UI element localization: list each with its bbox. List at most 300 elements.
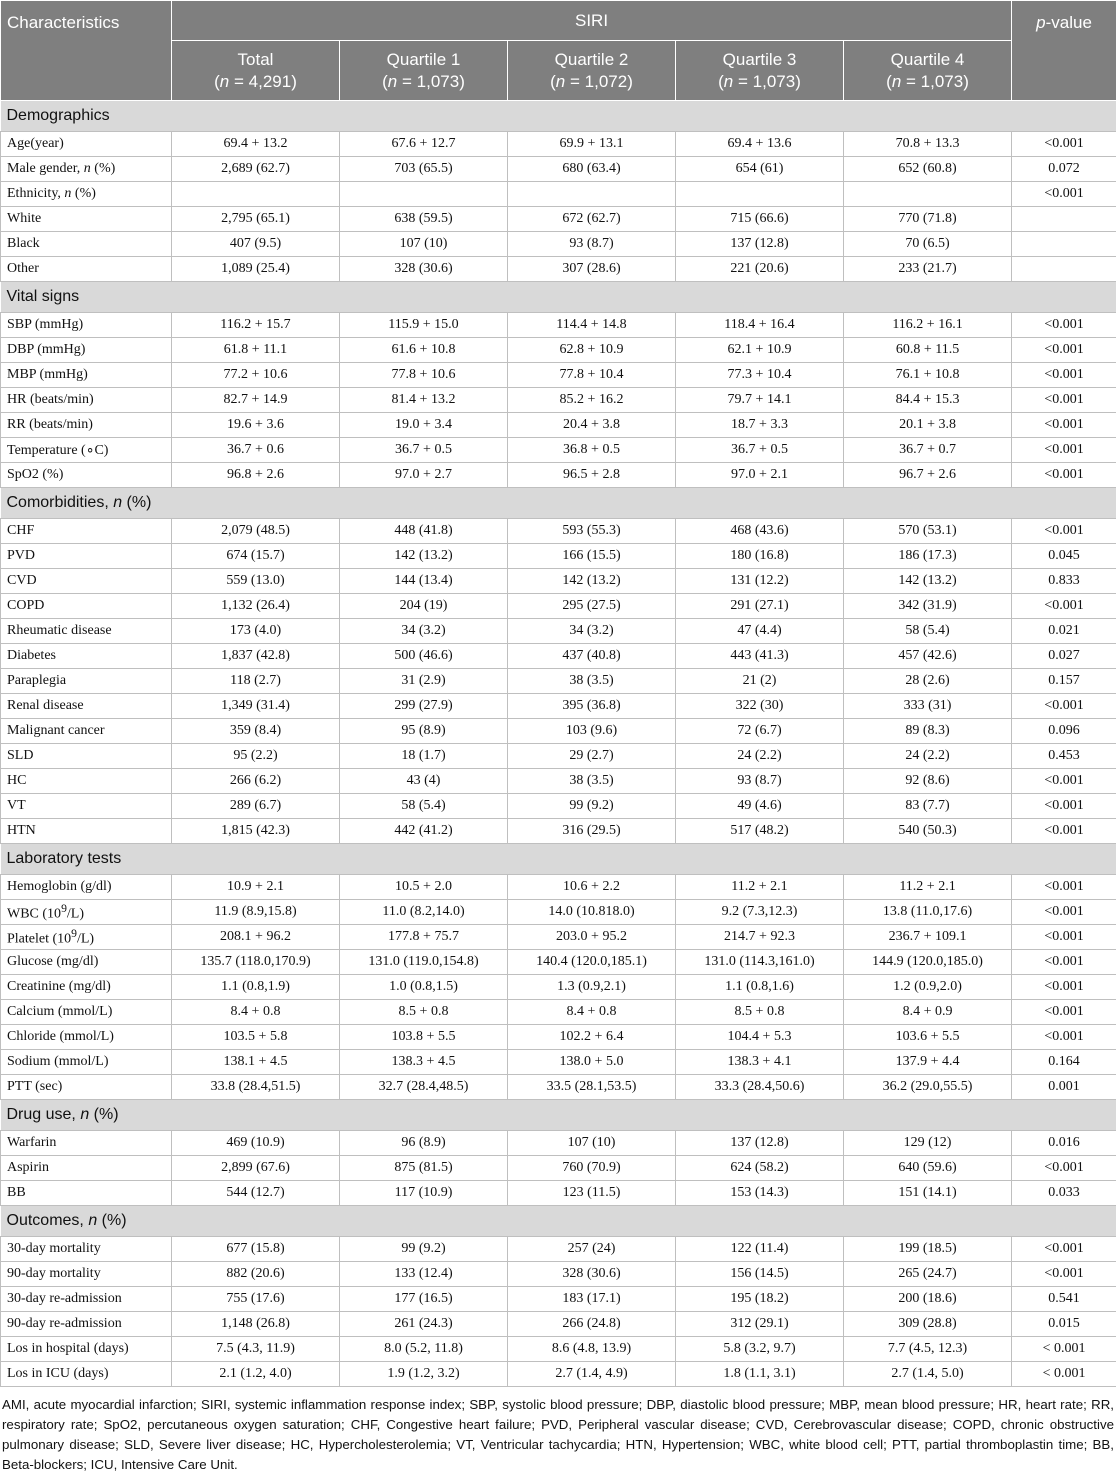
row-label bbox=[1, 413, 172, 438]
value-cell: 137 (12.8) bbox=[676, 232, 844, 257]
value-cell bbox=[172, 182, 340, 207]
value-cell: 70.8 + 13.3 bbox=[844, 132, 1012, 157]
row-label-text: 30-day mortality bbox=[7, 1241, 101, 1256]
value-cell: 624 (58.2) bbox=[676, 1156, 844, 1181]
row-label-text: Age(year) bbox=[7, 136, 64, 151]
row-label bbox=[1, 207, 172, 232]
row-label-text: Calcium (mmol/L) bbox=[7, 1004, 112, 1019]
value-cell: 291 (27.1) bbox=[676, 594, 844, 619]
table-row bbox=[1, 744, 1116, 769]
value-cell: 99 (9.2) bbox=[340, 1237, 508, 1262]
table-row bbox=[1, 413, 1116, 438]
value-cell: 2.1 (1.2, 4.0) bbox=[172, 1362, 340, 1387]
value-cell: 8.5 + 0.8 bbox=[676, 1000, 844, 1025]
value-cell: 261 (24.3) bbox=[340, 1312, 508, 1337]
value-cell: 140.4 (120.0,185.1) bbox=[508, 950, 676, 975]
value-cell: 2,899 (67.6) bbox=[172, 1156, 340, 1181]
header-column-4 bbox=[844, 41, 1012, 101]
row-label-text: Other bbox=[7, 261, 39, 276]
value-cell: 443 (41.3) bbox=[676, 644, 844, 669]
header-column-2 bbox=[508, 41, 676, 101]
header-column-name: Quartile 3 bbox=[677, 49, 842, 71]
table-row bbox=[1, 544, 1116, 569]
table-row bbox=[1, 1156, 1116, 1181]
value-cell: 116.2 + 15.7 bbox=[172, 313, 340, 338]
table-row bbox=[1, 182, 1116, 207]
table-row bbox=[1, 1287, 1116, 1312]
value-cell: 9.2 (7.3,12.3) bbox=[676, 900, 844, 925]
value-cell: 92 (8.6) bbox=[844, 769, 1012, 794]
p-value-cell: <0.001 bbox=[1012, 313, 1116, 338]
p-value-cell: <0.001 bbox=[1012, 1156, 1116, 1181]
value-cell: 322 (30) bbox=[676, 694, 844, 719]
value-cell: 76.1 + 10.8 bbox=[844, 363, 1012, 388]
row-label bbox=[1, 1181, 172, 1206]
row-label-superscript: 9 bbox=[71, 927, 77, 940]
section-title-text: Laboratory tests bbox=[7, 850, 122, 867]
section-title bbox=[1, 844, 1116, 875]
value-cell: 233 (21.7) bbox=[844, 257, 1012, 282]
value-cell: 1.2 (0.9,2.0) bbox=[844, 975, 1012, 1000]
value-cell: 437 (40.8) bbox=[508, 644, 676, 669]
p-value-cell: <0.001 bbox=[1012, 1000, 1116, 1025]
table-row bbox=[1, 1075, 1116, 1100]
value-cell: 36.7 + 0.6 bbox=[172, 438, 340, 463]
value-cell: 102.2 + 6.4 bbox=[508, 1025, 676, 1050]
header-column-n-value: 1,073 bbox=[417, 72, 460, 91]
value-cell: 131.0 (114.3,161.0) bbox=[676, 950, 844, 975]
table-row bbox=[1, 1237, 1116, 1262]
value-cell: 289 (6.7) bbox=[172, 794, 340, 819]
row-label bbox=[1, 694, 172, 719]
value-cell: 760 (70.9) bbox=[508, 1156, 676, 1181]
row-label bbox=[1, 1337, 172, 1362]
row-label-text: Ethnicity, bbox=[7, 186, 64, 201]
p-value-cell: <0.001 bbox=[1012, 519, 1116, 544]
row-label-text: CHF bbox=[7, 523, 34, 538]
table-row bbox=[1, 257, 1116, 282]
table-body bbox=[1, 101, 1116, 1387]
row-label bbox=[1, 744, 172, 769]
row-label bbox=[1, 388, 172, 413]
p-value-cell: <0.001 bbox=[1012, 388, 1116, 413]
value-cell: 13.8 (11.0,17.6) bbox=[844, 900, 1012, 925]
p-value-cell: <0.001 bbox=[1012, 900, 1116, 925]
row-label-italic: n bbox=[64, 186, 71, 201]
value-cell bbox=[340, 182, 508, 207]
value-cell: 10.5 + 2.0 bbox=[340, 875, 508, 900]
value-cell: 77.8 + 10.4 bbox=[508, 363, 676, 388]
header-characteristics: Characteristics bbox=[1, 1, 172, 101]
row-label bbox=[1, 1156, 172, 1181]
value-cell: 34 (3.2) bbox=[508, 619, 676, 644]
p-value-cell bbox=[1012, 207, 1116, 232]
value-cell: 2.7 (1.4, 4.9) bbox=[508, 1362, 676, 1387]
row-label bbox=[1, 182, 172, 207]
value-cell: 7.5 (4.3, 11.9) bbox=[172, 1337, 340, 1362]
row-label-suffix: (%) bbox=[91, 161, 116, 176]
row-label bbox=[1, 519, 172, 544]
section-title-text: Drug use, bbox=[7, 1106, 81, 1123]
value-cell: 138.3 + 4.5 bbox=[340, 1050, 508, 1075]
table-row bbox=[1, 157, 1116, 182]
value-cell: 770 (71.8) bbox=[844, 207, 1012, 232]
value-cell: 116.2 + 16.1 bbox=[844, 313, 1012, 338]
value-cell: 104.4 + 5.3 bbox=[676, 1025, 844, 1050]
value-cell: 715 (66.6) bbox=[676, 207, 844, 232]
value-cell: 652 (60.8) bbox=[844, 157, 1012, 182]
row-label-text: Renal disease bbox=[7, 698, 84, 713]
p-value-cell bbox=[1012, 257, 1116, 282]
header-column-n: (n = 1,073) bbox=[341, 71, 506, 93]
p-value-cell: <0.001 bbox=[1012, 975, 1116, 1000]
p-value-cell: < 0.001 bbox=[1012, 1362, 1116, 1387]
value-cell: 107 (10) bbox=[508, 1131, 676, 1156]
row-label bbox=[1, 1312, 172, 1337]
row-label-text: Rheumatic disease bbox=[7, 623, 112, 638]
p-value-cell: <0.001 bbox=[1012, 182, 1116, 207]
value-cell: 96.7 + 2.6 bbox=[844, 463, 1012, 488]
value-cell: 882 (20.6) bbox=[172, 1262, 340, 1287]
value-cell: 1.3 (0.9,2.1) bbox=[508, 975, 676, 1000]
row-label-text: HTN bbox=[7, 823, 36, 838]
row-label-text: Glucose (mg/dl) bbox=[7, 954, 98, 969]
value-cell: 442 (41.2) bbox=[340, 819, 508, 844]
value-cell: 153 (14.3) bbox=[676, 1181, 844, 1206]
value-cell: 97.0 + 2.1 bbox=[676, 463, 844, 488]
table-row bbox=[1, 819, 1116, 844]
table-row bbox=[1, 1181, 1116, 1206]
value-cell: 144.9 (120.0,185.0) bbox=[844, 950, 1012, 975]
row-label-text: Male gender, bbox=[7, 161, 84, 176]
table-header bbox=[1, 1, 1116, 101]
p-value-cell: <0.001 bbox=[1012, 1237, 1116, 1262]
row-label bbox=[1, 132, 172, 157]
table-row bbox=[1, 438, 1116, 463]
row-label-text: Malignant cancer bbox=[7, 723, 105, 738]
p-value-cell: <0.001 bbox=[1012, 875, 1116, 900]
row-label-text: 30-day re-admission bbox=[7, 1291, 122, 1306]
header-column-name: Quartile 2 bbox=[509, 49, 674, 71]
value-cell bbox=[676, 182, 844, 207]
header-p-value-italic: p bbox=[1036, 13, 1045, 32]
section-title-suffix: (%) bbox=[89, 1106, 118, 1123]
value-cell: 151 (14.1) bbox=[844, 1181, 1012, 1206]
value-cell: 36.7 + 0.5 bbox=[340, 438, 508, 463]
value-cell: 97.0 + 2.7 bbox=[340, 463, 508, 488]
header-column-3 bbox=[676, 41, 844, 101]
value-cell: 118 (2.7) bbox=[172, 669, 340, 694]
value-cell: 96.8 + 2.6 bbox=[172, 463, 340, 488]
value-cell: 183 (17.1) bbox=[508, 1287, 676, 1312]
value-cell: 137 (12.8) bbox=[676, 1131, 844, 1156]
value-cell: 7.7 (4.5, 12.3) bbox=[844, 1337, 1012, 1362]
value-cell: 203.0 + 95.2 bbox=[508, 925, 676, 950]
value-cell: 138.0 + 5.0 bbox=[508, 1050, 676, 1075]
table-row bbox=[1, 594, 1116, 619]
value-cell: 395 (36.8) bbox=[508, 694, 676, 719]
value-cell: 703 (65.5) bbox=[340, 157, 508, 182]
section-header-row bbox=[1, 282, 1116, 313]
value-cell: 1.1 (0.8,1.6) bbox=[676, 975, 844, 1000]
value-cell: 407 (9.5) bbox=[172, 232, 340, 257]
p-value-cell bbox=[1012, 232, 1116, 257]
value-cell: 96 (8.9) bbox=[340, 1131, 508, 1156]
row-label-text: Los in hospital (days) bbox=[7, 1341, 129, 1356]
p-value-cell: <0.001 bbox=[1012, 694, 1116, 719]
value-cell: 28 (2.6) bbox=[844, 669, 1012, 694]
value-cell: 133 (12.4) bbox=[340, 1262, 508, 1287]
table-row bbox=[1, 794, 1116, 819]
row-label-text: COPD bbox=[7, 598, 44, 613]
value-cell: 142 (13.2) bbox=[844, 569, 1012, 594]
row-label-text: White bbox=[7, 211, 41, 226]
value-cell: 82.7 + 14.9 bbox=[172, 388, 340, 413]
row-label-text: Diabetes bbox=[7, 648, 56, 663]
value-cell: 236.7 + 109.1 bbox=[844, 925, 1012, 950]
p-value-cell: <0.001 bbox=[1012, 132, 1116, 157]
value-cell: 14.0 (10.818.0) bbox=[508, 900, 676, 925]
value-cell: 2,795 (65.1) bbox=[172, 207, 340, 232]
value-cell: 60.8 + 11.5 bbox=[844, 338, 1012, 363]
value-cell: 103.6 + 5.5 bbox=[844, 1025, 1012, 1050]
value-cell: 307 (28.6) bbox=[508, 257, 676, 282]
value-cell: 70 (6.5) bbox=[844, 232, 1012, 257]
value-cell: 640 (59.6) bbox=[844, 1156, 1012, 1181]
value-cell: 115.9 + 15.0 bbox=[340, 313, 508, 338]
value-cell: 118.4 + 16.4 bbox=[676, 313, 844, 338]
n-symbol: n bbox=[388, 72, 397, 91]
row-label bbox=[1, 1000, 172, 1025]
value-cell: 69.4 + 13.2 bbox=[172, 132, 340, 157]
row-label bbox=[1, 819, 172, 844]
value-cell: 755 (17.6) bbox=[172, 1287, 340, 1312]
table-row bbox=[1, 875, 1116, 900]
row-label bbox=[1, 875, 172, 900]
value-cell: 81.4 + 13.2 bbox=[340, 388, 508, 413]
value-cell: 18 (1.7) bbox=[340, 744, 508, 769]
p-value-cell: 0.016 bbox=[1012, 1131, 1116, 1156]
row-label bbox=[1, 338, 172, 363]
value-cell: 142 (13.2) bbox=[508, 569, 676, 594]
value-cell: 72 (6.7) bbox=[676, 719, 844, 744]
row-label-suffix: /L) bbox=[67, 906, 84, 921]
table-row bbox=[1, 463, 1116, 488]
value-cell: 177 (16.5) bbox=[340, 1287, 508, 1312]
value-cell: 195 (18.2) bbox=[676, 1287, 844, 1312]
value-cell: 138.1 + 4.5 bbox=[172, 1050, 340, 1075]
p-value-cell: 0.164 bbox=[1012, 1050, 1116, 1075]
header-column-n-value: 4,291 bbox=[249, 72, 292, 91]
value-cell: 200 (18.6) bbox=[844, 1287, 1012, 1312]
section-header-row bbox=[1, 1100, 1116, 1131]
section-header-row bbox=[1, 1206, 1116, 1237]
table-row bbox=[1, 1262, 1116, 1287]
header-column-n: (n = 1,072) bbox=[509, 71, 674, 93]
row-label-text: Chloride (mmol/L) bbox=[7, 1029, 114, 1044]
table-row bbox=[1, 388, 1116, 413]
row-label bbox=[1, 1131, 172, 1156]
value-cell: 2,689 (62.7) bbox=[172, 157, 340, 182]
value-cell: 49 (4.6) bbox=[676, 794, 844, 819]
p-value-cell: 0.033 bbox=[1012, 1181, 1116, 1206]
value-cell bbox=[508, 182, 676, 207]
row-label-text: 90-day re-admission bbox=[7, 1316, 122, 1331]
row-label-text: WBC (10 bbox=[7, 906, 61, 921]
value-cell: 1,089 (25.4) bbox=[172, 257, 340, 282]
value-cell: 34 (3.2) bbox=[340, 619, 508, 644]
row-label bbox=[1, 1075, 172, 1100]
value-cell: 99 (9.2) bbox=[508, 794, 676, 819]
table-row bbox=[1, 1025, 1116, 1050]
value-cell: 62.8 + 10.9 bbox=[508, 338, 676, 363]
value-cell: 62.1 + 10.9 bbox=[676, 338, 844, 363]
p-value-cell: <0.001 bbox=[1012, 819, 1116, 844]
p-value-cell: <0.001 bbox=[1012, 438, 1116, 463]
value-cell: 10.6 + 2.2 bbox=[508, 875, 676, 900]
table-row bbox=[1, 669, 1116, 694]
table-row bbox=[1, 207, 1116, 232]
value-cell: 19.6 + 3.6 bbox=[172, 413, 340, 438]
value-cell: 21 (2) bbox=[676, 669, 844, 694]
value-cell: 114.4 + 14.8 bbox=[508, 313, 676, 338]
value-cell: 33.5 (28.1,53.5) bbox=[508, 1075, 676, 1100]
p-value-cell: <0.001 bbox=[1012, 950, 1116, 975]
table-row bbox=[1, 1131, 1116, 1156]
value-cell: 654 (61) bbox=[676, 157, 844, 182]
value-cell: 135.7 (118.0,170.9) bbox=[172, 950, 340, 975]
value-cell: 1,837 (42.8) bbox=[172, 644, 340, 669]
row-label-text: SBP (mmHg) bbox=[7, 317, 83, 332]
value-cell: 85.2 + 16.2 bbox=[508, 388, 676, 413]
section-title bbox=[1, 488, 1116, 519]
value-cell: 47 (4.4) bbox=[676, 619, 844, 644]
value-cell: 8.0 (5.2, 11.8) bbox=[340, 1337, 508, 1362]
value-cell: 674 (15.7) bbox=[172, 544, 340, 569]
value-cell: 500 (46.6) bbox=[340, 644, 508, 669]
row-label-text: DBP (mmHg) bbox=[7, 342, 85, 357]
header-siri-group: SIRI bbox=[172, 1, 1012, 41]
value-cell: 1,349 (31.4) bbox=[172, 694, 340, 719]
table-row bbox=[1, 619, 1116, 644]
value-cell: 593 (55.3) bbox=[508, 519, 676, 544]
header-column-n-value: 1,073 bbox=[753, 72, 796, 91]
value-cell: 11.2 + 2.1 bbox=[844, 875, 1012, 900]
value-cell: 199 (18.5) bbox=[844, 1237, 1012, 1262]
value-cell: 173 (4.0) bbox=[172, 619, 340, 644]
table-row bbox=[1, 900, 1116, 925]
row-label-text: BB bbox=[7, 1185, 26, 1200]
p-value-cell: <0.001 bbox=[1012, 338, 1116, 363]
table-row bbox=[1, 1337, 1116, 1362]
header-column-0 bbox=[172, 41, 340, 101]
row-label-text: Sodium (mmol/L) bbox=[7, 1054, 109, 1069]
value-cell: 333 (31) bbox=[844, 694, 1012, 719]
row-label bbox=[1, 769, 172, 794]
value-cell: 107 (10) bbox=[340, 232, 508, 257]
row-label bbox=[1, 257, 172, 282]
header-column-n: (n = 1,073) bbox=[845, 71, 1010, 93]
value-cell: 312 (29.1) bbox=[676, 1312, 844, 1337]
section-title bbox=[1, 282, 1116, 313]
value-cell: 257 (24) bbox=[508, 1237, 676, 1262]
p-value-cell: 0.833 bbox=[1012, 569, 1116, 594]
header-column-n-value: 1,072 bbox=[585, 72, 628, 91]
value-cell: 96.5 + 2.8 bbox=[508, 463, 676, 488]
value-cell: 84.4 + 15.3 bbox=[844, 388, 1012, 413]
row-label bbox=[1, 569, 172, 594]
value-cell: 32.7 (28.4,48.5) bbox=[340, 1075, 508, 1100]
row-label-text: Paraplegia bbox=[7, 673, 66, 688]
table-row bbox=[1, 1362, 1116, 1387]
row-label-text: VT bbox=[7, 798, 26, 813]
section-title-suffix: (%) bbox=[122, 494, 151, 511]
row-label-text: HR (beats/min) bbox=[7, 392, 94, 407]
table-row bbox=[1, 313, 1116, 338]
value-cell: 103 (9.6) bbox=[508, 719, 676, 744]
value-cell: 457 (42.6) bbox=[844, 644, 1012, 669]
value-cell: 544 (12.7) bbox=[172, 1181, 340, 1206]
row-label bbox=[1, 719, 172, 744]
value-cell: 180 (16.8) bbox=[676, 544, 844, 569]
table-row bbox=[1, 769, 1116, 794]
header-column-n: (n = 4,291) bbox=[173, 71, 338, 93]
value-cell: 61.8 + 11.1 bbox=[172, 338, 340, 363]
n-symbol: n bbox=[220, 72, 229, 91]
p-value-cell: <0.001 bbox=[1012, 1025, 1116, 1050]
row-label bbox=[1, 975, 172, 1000]
row-label bbox=[1, 313, 172, 338]
value-cell: 342 (31.9) bbox=[844, 594, 1012, 619]
value-cell: 1,132 (26.4) bbox=[172, 594, 340, 619]
value-cell: 186 (17.3) bbox=[844, 544, 1012, 569]
value-cell: 58 (5.4) bbox=[340, 794, 508, 819]
value-cell bbox=[844, 182, 1012, 207]
value-cell: 309 (28.8) bbox=[844, 1312, 1012, 1337]
value-cell: 1.1 (0.8,1.9) bbox=[172, 975, 340, 1000]
table-row bbox=[1, 1312, 1116, 1337]
row-label bbox=[1, 619, 172, 644]
row-label bbox=[1, 644, 172, 669]
table-row bbox=[1, 132, 1116, 157]
section-title-italic: n bbox=[80, 1106, 89, 1123]
row-label-text: Creatinine (mg/dl) bbox=[7, 979, 111, 994]
value-cell: 20.4 + 3.8 bbox=[508, 413, 676, 438]
row-label bbox=[1, 900, 172, 925]
row-label bbox=[1, 1237, 172, 1262]
value-cell: 144 (13.4) bbox=[340, 569, 508, 594]
value-cell: 95 (2.2) bbox=[172, 744, 340, 769]
table-row bbox=[1, 925, 1116, 950]
header-column-name: Quartile 4 bbox=[845, 49, 1010, 71]
value-cell: 77.3 + 10.4 bbox=[676, 363, 844, 388]
section-title-italic: n bbox=[88, 1212, 97, 1229]
value-cell: 61.6 + 10.8 bbox=[340, 338, 508, 363]
row-label bbox=[1, 1262, 172, 1287]
section-title-italic: n bbox=[113, 494, 122, 511]
value-cell: 89 (8.3) bbox=[844, 719, 1012, 744]
row-label bbox=[1, 232, 172, 257]
row-label-text: CVD bbox=[7, 573, 37, 588]
value-cell: 29 (2.7) bbox=[508, 744, 676, 769]
p-value-cell: 0.015 bbox=[1012, 1312, 1116, 1337]
value-cell: 36.7 + 0.7 bbox=[844, 438, 1012, 463]
row-label-text: HC bbox=[7, 773, 26, 788]
header-column-name: Quartile 1 bbox=[341, 49, 506, 71]
value-cell: 122 (11.4) bbox=[676, 1237, 844, 1262]
header-column-name: Total bbox=[173, 49, 338, 71]
value-cell: 20.1 + 3.8 bbox=[844, 413, 1012, 438]
